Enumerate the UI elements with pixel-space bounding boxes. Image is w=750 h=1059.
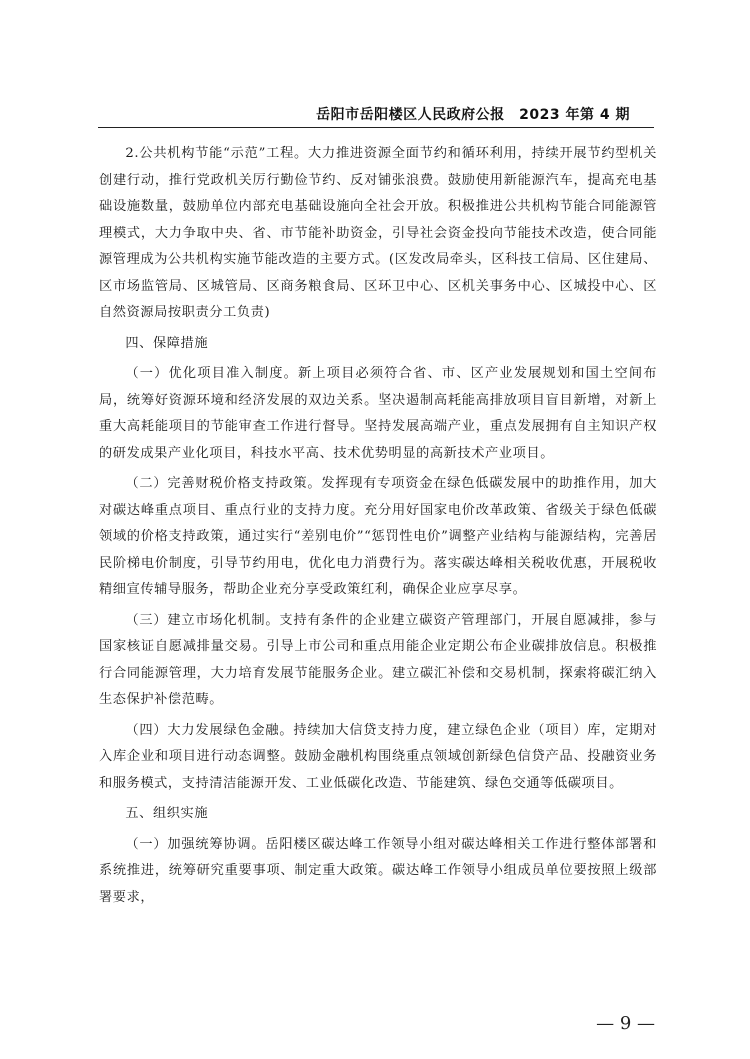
page-header-title: 岳阳市岳阳楼区人民政府公报 2023 年第 4 期 [316,107,630,123]
paragraph-public-institution-energy-saving: 2.公共机构节能“示范”工程。大力推进资源全面节约和循环利用，持续开展节约型机关创建行动，推行党政机关厉行勤俭节约、反对铺张浪费。鼓励使用新能源汽车，提高充电基础设施数量，鼓励单位内部充电基础设施向全社会开放。积极推进公共机构节能合同能源管理模式，大力争取中央、省、市节能补助资金，引导社会资金投向节能技术改造，使合同能源管理成为公共机构实施节能改造的主要方式。(区发改局牵头，区科技工信局、区住建局、区市场监管局、区城管局、区商务粮食局、区环卫中心、区机关事务中心、区城投中心、区自然资源局按职责分工负责) [99,146,657,320]
paragraph-project-access: （一）优化项目准入制度。新上项目必须符合省、市、区产业发展规划和国土空间布局，统筹好资源环境和经济发展的双边关系。坚决遏制高耗能高排放项目盲目新增，对新上重大高耗能项目的节能审查工作进行督导。坚持发展高端产业，重点发展拥有自主知识产权的研发成果产业化项目，科技水平高、技术优势明显的高新技术产业项目。 [99,366,657,461]
document-body [99,141,657,915]
header-divider [98,127,654,128]
paragraph-market-mechanism: （三）建立市场化机制。支持有条件的企业建立碳资产管理部门，开展自愿减排，参与国家核证自愿减排量交易。引导上市公司和重点用能企业定期公布企业碳排放信息。积极推行合同能源管理，大力培育发展节能服务企业。建立碳汇补偿和交易机制，探索将碳汇纳入生态保护补偿范畴。 [99,612,657,707]
section-heading-organization: 五、组织实施 [125,806,209,821]
page-number: — 9 — [596,1013,655,1034]
section-heading-safeguards: 四、保障措施 [125,335,209,351]
paragraph-coordination: （一）加强统筹协调。岳阳楼区碳达峰工作领导小组对碳达峰相关工作进行整体部署和系统推进，统筹研究重要事项、制定重大政策。碳达峰工作领导小组成员单位要按照上级部署要求， [99,836,657,905]
paragraph-green-finance: （四）大力发展绿色金融。持续加大信贷支持力度，建立绿色企业（项目）库，定期对入库企业和项目进行动态调整。鼓励金融机构围绕重点领域创新绿色信贷产品、投融资业务和服务模式，支持清洁能源开发、工业低碳化改造、节能建筑、绿色交通等低碳项目。 [99,722,657,791]
paragraph-fiscal-price-policy: （二）完善财税价格支持政策。发挥现有专项资金在绿色低碳发展中的助推作用，加大对碳达峰重点项目、重点行业的支持力度。充分用好国家电价改革政策、省级关于绿色低碳领域的价格支持政策，通过实行“差别电价”“惩罚性电价”调整产业结构与能源结构，完善居民阶梯电价制度，引导节约用电，优化电力消费行为。落实碳达峰相关税收优惠，开展税收精细宣传辅导服务，帮助企业充分享受政策红利，确保企业应享尽享。 [99,476,657,597]
